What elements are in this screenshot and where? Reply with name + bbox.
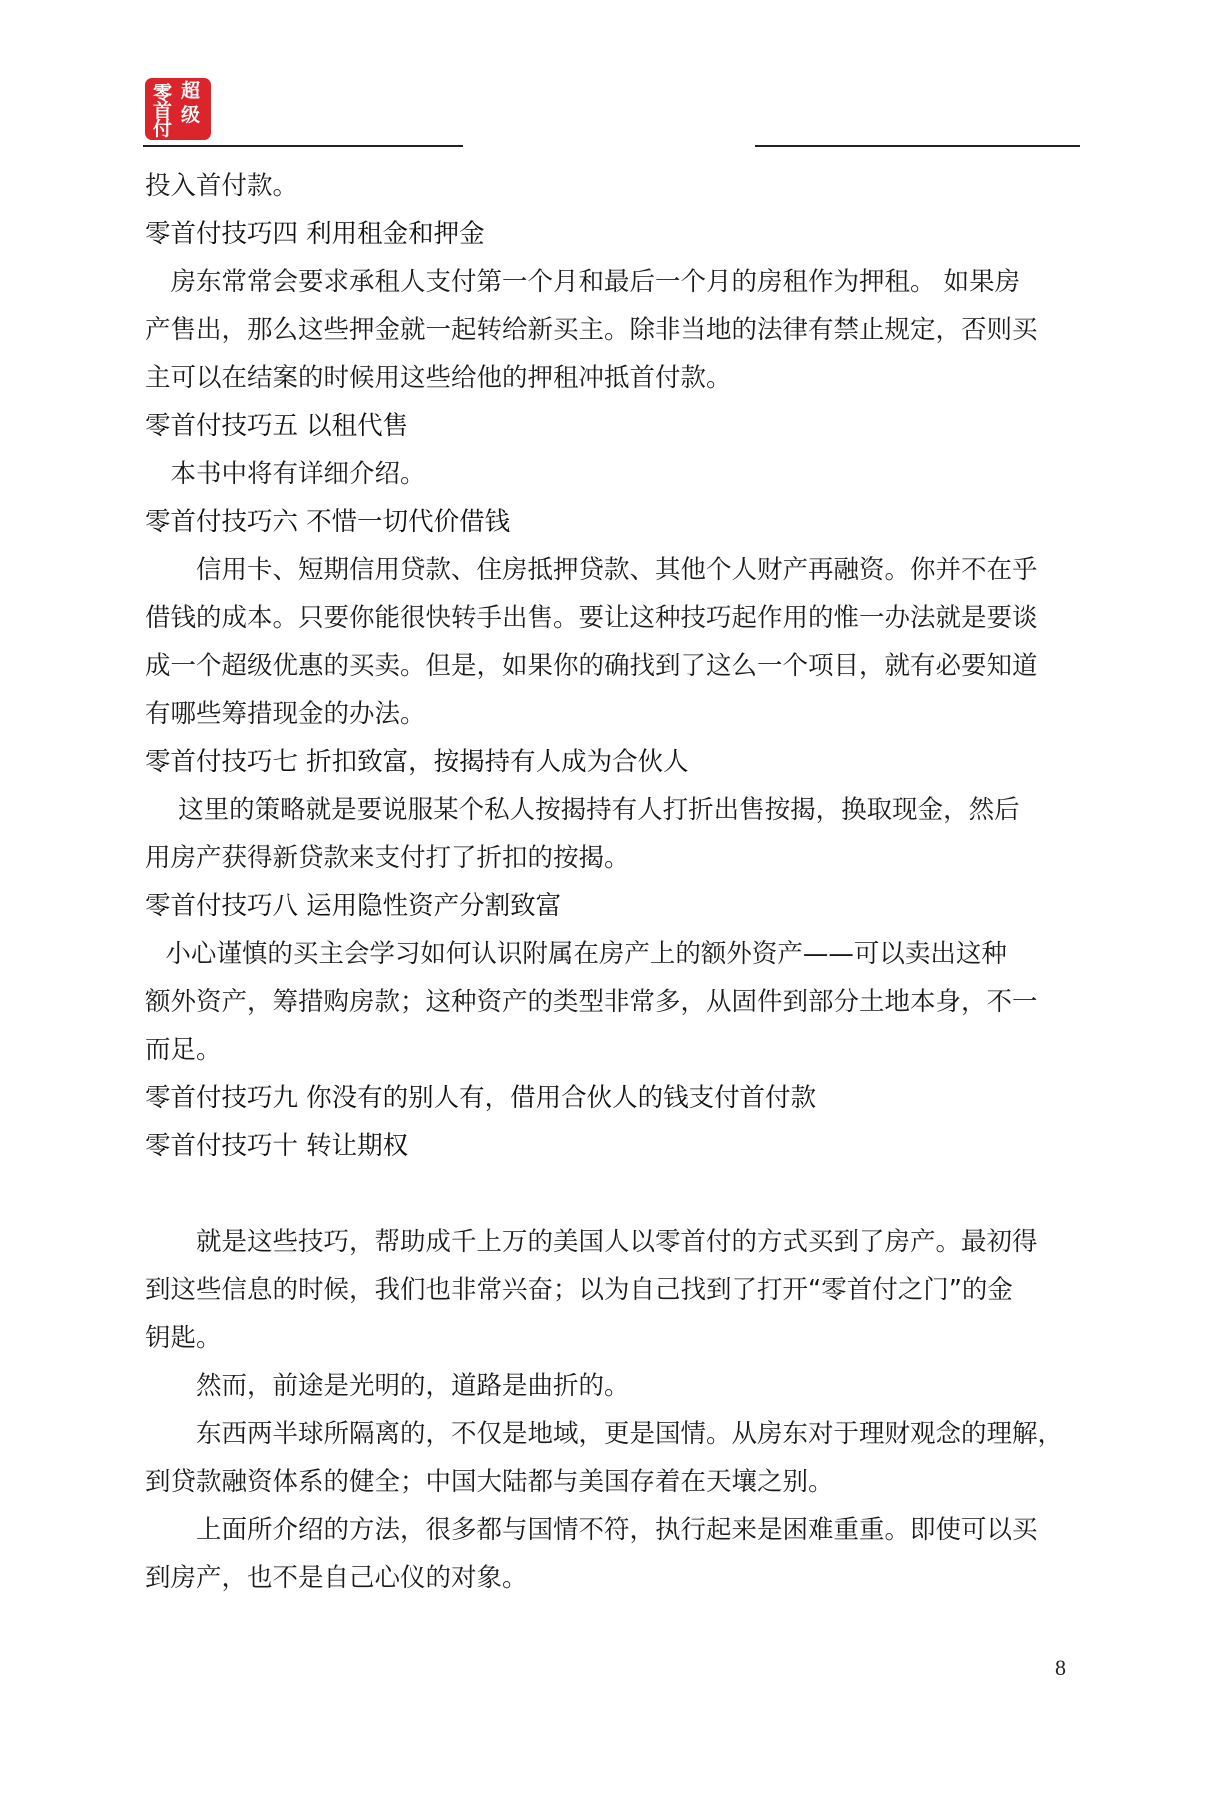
section-heading: 零首付技巧四 利用租金和押金 xyxy=(145,219,485,249)
logo-char: 首 xyxy=(153,100,173,122)
blank-line xyxy=(145,1170,1080,1218)
paragraph-line: 成一个超级优惠的买卖。但是，如果你的确找到了这么一个项目，就有必要知道 xyxy=(145,651,1038,681)
page-number: 8 xyxy=(1055,1655,1066,1680)
paragraph-line: 就是这些技巧，帮助成千上万的美国人以零首付的方式买到了房产。最初得 xyxy=(196,1227,1038,1257)
logo-char: 级 xyxy=(181,104,201,126)
logo-char: 零 xyxy=(153,82,173,104)
header-rule-right xyxy=(755,145,1080,147)
paragraph-line: 主可以在结案的时候用这些给他的押租冲抵首付款。 xyxy=(145,363,732,393)
paragraph-line: 用房产获得新贷款来支付打了折扣的按揭。 xyxy=(145,843,630,873)
paragraph-line: 钥匙。 xyxy=(145,1323,222,1353)
section-heading: 零首付技巧十 转让期权 xyxy=(145,1131,409,1161)
paragraph-line: 到房产，也不是自己心仪的对象。 xyxy=(145,1563,528,1593)
logo-char: 超 xyxy=(181,80,201,102)
paragraph-line: 然而，前途是光明的，道路是曲折的。 xyxy=(196,1371,630,1401)
section-heading: 零首付技巧八 运用隐性资产分割致富 xyxy=(145,891,562,921)
document-body xyxy=(145,162,1080,1602)
section-heading: 零首付技巧九 你没有的别人有，借用合伙人的钱支付首付款 xyxy=(145,1083,817,1113)
paragraph-line: 小心谨慎的买主会学习如何认识附属在房产上的额外资产——可以卖出这种 xyxy=(165,939,1007,969)
section-heading: 零首付技巧五 以租代售 xyxy=(145,411,409,441)
paragraph-line: 房东常常会要求承租人支付第一个月和最后一个月的房租作为押租。 如果房 xyxy=(170,267,1021,297)
paragraph-line: 本书中将有详细介绍。 xyxy=(170,459,426,489)
section-heading: 零首付技巧七 折扣致富，按揭持有人成为合伙人 xyxy=(145,747,689,777)
paragraph-line: 信用卡、短期信用贷款、住房抵押贷款、其他个人财产再融资。你并不在乎 xyxy=(196,555,1038,585)
paragraph-line: 借钱的成本。只要你能很快转手出售。要让这种技巧起作用的惟一办法就是要谈 xyxy=(145,603,1038,633)
paragraph-line: 有哪些筹措现金的办法。 xyxy=(145,699,426,729)
paragraph-line: 上面所介绍的方法，很多都与国情不符，执行起来是困难重重。即使可以买 xyxy=(196,1515,1038,1545)
header-rule-left xyxy=(143,145,463,147)
paragraph-line: 到贷款融资体系的健全；中国大陆都与美国存着在天壤之别。 xyxy=(145,1467,834,1497)
paragraph-line: 到这些信息的时候，我们也非常兴奋；以为自己找到了打开“零首付之门”的金 xyxy=(145,1275,1013,1305)
paragraph-line: 产售出，那么这些押金就一起转给新买主。除非当地的法律有禁止规定，否则买 xyxy=(145,315,1038,345)
paragraph-line: 这里的策略就是要说服某个私人按揭持有人打折出售按揭，换取现金，然后 xyxy=(178,795,1020,825)
paragraph-line: 投入首付款。 xyxy=(145,171,299,201)
section-heading: 零首付技巧六 不惜一切代价借钱 xyxy=(145,507,511,537)
paragraph-line: 而足。 xyxy=(145,1035,222,1065)
paragraph-line: 额外资产，筹措购房款；这种资产的类型非常多，从固件到部分土地本身，不一 xyxy=(145,987,1038,1017)
logo-seal xyxy=(145,78,211,140)
logo-char: 付 xyxy=(153,118,173,140)
paragraph-line: 东西两半球所隔离的，不仅是地域，更是国情。从房东对于理财观念的理解， xyxy=(196,1419,1064,1449)
